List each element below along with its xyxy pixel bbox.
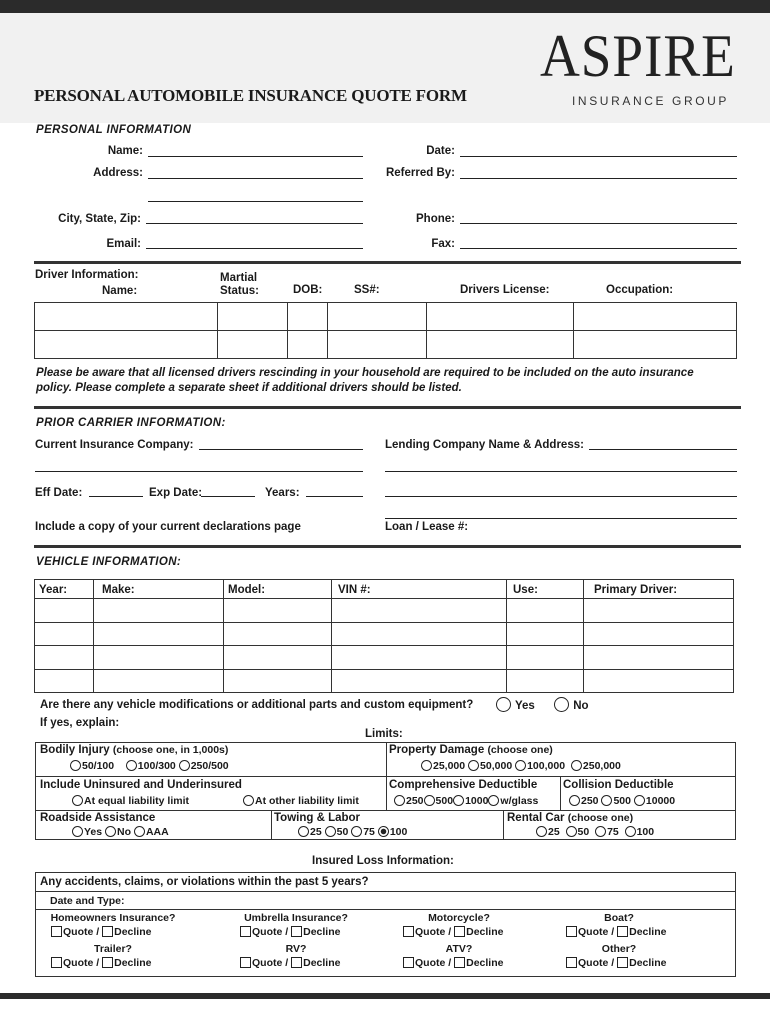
- eff-date-label: Eff Date:: [35, 487, 83, 499]
- table-row: [35, 331, 737, 359]
- section-personal-title: PERSONAL INFORMATION: [36, 124, 192, 136]
- vehicle-cell[interactable]: [35, 622, 94, 646]
- umbrella-options: Quote / Decline: [240, 926, 340, 938]
- year-header: Year:: [39, 584, 68, 596]
- vehicle-cell[interactable]: [332, 669, 507, 693]
- limits-col-divider: [386, 742, 387, 776]
- date-field[interactable]: [460, 156, 737, 157]
- decline-checkbox[interactable]: [454, 957, 465, 968]
- bodily-250-500-radio[interactable]: [179, 760, 190, 771]
- dob-cell[interactable]: [288, 331, 328, 359]
- vehicle-cell[interactable]: [584, 646, 734, 670]
- collision-500-radio[interactable]: [601, 795, 612, 806]
- vehicle-cell[interactable]: [94, 622, 224, 646]
- top-bar: [0, 0, 770, 13]
- decline-label: Decline: [114, 926, 152, 938]
- lending-field[interactable]: [589, 449, 737, 450]
- decline-checkbox[interactable]: [102, 926, 113, 937]
- rental-75-radio[interactable]: [595, 826, 606, 837]
- dob-cell[interactable]: [288, 303, 328, 331]
- driver-table: [34, 302, 737, 359]
- decline-label: Decline: [466, 926, 504, 938]
- option-label: 100: [389, 826, 408, 838]
- vin-header: VIN #:: [338, 584, 371, 596]
- bodily-injury-options: [70, 760, 229, 772]
- quote-checkbox[interactable]: [240, 957, 251, 968]
- loan-lease-label: Loan / Lease #:: [385, 521, 469, 533]
- decline-label: Decline: [466, 957, 504, 969]
- other-label: Other?: [601, 943, 637, 955]
- current-insurance-label: Current Insurance Company:: [35, 439, 194, 451]
- referred-field[interactable]: [460, 178, 737, 179]
- marital-cell[interactable]: [218, 303, 288, 331]
- option-label: 250: [581, 795, 599, 807]
- bodily-50-100-radio[interactable]: [70, 760, 81, 771]
- decline-label: Decline: [629, 926, 667, 938]
- umbrella-label: Umbrella Insurance?: [244, 912, 348, 924]
- comp-1000-radio[interactable]: [453, 795, 464, 806]
- occupation-cell[interactable]: [574, 331, 737, 359]
- uninsured-equal-radio[interactable]: [72, 795, 83, 806]
- table-row: [35, 580, 734, 599]
- vehicle-cell[interactable]: [584, 669, 734, 693]
- model-header: Model:: [228, 584, 266, 596]
- limits-col-divider: [560, 776, 561, 810]
- comprehensive-label: Comprehensive Deductible: [389, 779, 538, 791]
- collision-10000-radio[interactable]: [634, 795, 645, 806]
- lending-field-line2[interactable]: [385, 471, 737, 472]
- option-label: w/glass: [500, 795, 539, 807]
- towing-100-radio[interactable]: [378, 826, 389, 837]
- occupation-label: Occupation:: [606, 284, 674, 296]
- option-label: 25: [548, 826, 560, 838]
- motorcycle-options: Quote / Decline: [403, 926, 503, 938]
- no-label: No: [573, 700, 589, 712]
- roadside-label: Roadside Assistance: [40, 812, 156, 824]
- date-label: Date:: [426, 145, 455, 157]
- rental-note: (choose one): [567, 812, 634, 824]
- option-label: At other liability limit: [255, 795, 359, 807]
- marital-label-1: Martial: [220, 272, 258, 284]
- decline-checkbox[interactable]: [291, 926, 302, 937]
- name-field[interactable]: [148, 156, 363, 157]
- vehicle-cell[interactable]: [35, 599, 94, 623]
- homeowners-options: Quote / Decline: [51, 926, 151, 938]
- vehicle-cell[interactable]: [224, 599, 332, 623]
- decline-checkbox[interactable]: [291, 957, 302, 968]
- property-100000-radio[interactable]: [515, 760, 526, 771]
- quote-checkbox[interactable]: [566, 957, 577, 968]
- ss-cell[interactable]: [328, 303, 427, 331]
- trailer-label: Trailer?: [94, 943, 132, 955]
- limits-col-divider: [271, 810, 272, 840]
- decline-label: Decline: [303, 957, 341, 969]
- driver-name-cell[interactable]: [35, 331, 218, 359]
- modifications-no[interactable]: [554, 697, 589, 712]
- table-row: [35, 646, 734, 670]
- vehicle-table: [34, 579, 734, 693]
- years-field[interactable]: [306, 496, 363, 497]
- explain-label: If yes, explain:: [40, 717, 120, 729]
- comp-glass-radio[interactable]: [488, 795, 499, 806]
- make-header: Make:: [102, 584, 135, 596]
- rental-label: Rental Car (choose one): [507, 812, 634, 824]
- declarations-note: Include a copy of your current declarations page: [35, 521, 301, 533]
- comp-500-radio[interactable]: [424, 795, 435, 806]
- loss-divider: [35, 891, 736, 892]
- fax-field[interactable]: [460, 248, 737, 249]
- decline-checkbox[interactable]: [617, 926, 628, 937]
- option-label: 50: [336, 826, 349, 838]
- vehicle-cell[interactable]: [507, 622, 584, 646]
- marital-label-2: Status:: [220, 285, 259, 297]
- loss-divider: [35, 909, 736, 910]
- vehicle-cell[interactable]: [584, 599, 734, 623]
- property-damage-options: [421, 760, 621, 772]
- option-label: 50/100: [82, 760, 115, 772]
- modifications-yes[interactable]: [496, 697, 535, 712]
- divider: [34, 261, 741, 264]
- quote-checkbox[interactable]: [51, 957, 62, 968]
- lending-field-line3[interactable]: [385, 496, 737, 497]
- email-field[interactable]: [146, 248, 363, 249]
- vehicle-cell[interactable]: [35, 669, 94, 693]
- rental-options: [536, 826, 654, 838]
- exp-date-label: Exp Date:: [149, 487, 203, 499]
- bodily-injury-label: Bodily Injury (choose one, in 1,000s): [40, 744, 229, 756]
- quote-checkbox[interactable]: [403, 926, 414, 937]
- driver-name-cell[interactable]: [35, 303, 218, 331]
- vehicle-cell[interactable]: [332, 599, 507, 623]
- bodily-100-300-radio[interactable]: [126, 760, 137, 771]
- yes-label: Yes: [515, 700, 535, 712]
- option-label: 250: [406, 795, 424, 807]
- decline-checkbox[interactable]: [102, 957, 113, 968]
- comprehensive-options: [394, 795, 538, 807]
- driver-note-line2: policy. Please complete a separate sheet if additional drivers should be listed.: [36, 382, 462, 394]
- city-field[interactable]: [146, 223, 363, 224]
- name-label: Name:: [107, 145, 143, 157]
- address-label: Address:: [93, 167, 143, 179]
- limits-col-divider: [386, 776, 387, 810]
- driver-note-line1: Please be aware that all licensed drivers rescinding in your household are required to be included on the auto insurance: [36, 367, 694, 379]
- yes-radio[interactable]: [496, 697, 511, 712]
- atv-label: ATV?: [445, 943, 473, 955]
- vehicle-cell[interactable]: [507, 646, 584, 670]
- option-label: No: [117, 826, 132, 838]
- trailer-options: Quote / Decline: [51, 957, 151, 969]
- use-header: Use:: [513, 584, 538, 596]
- option-label: 75: [363, 826, 375, 838]
- vehicle-cell[interactable]: [94, 646, 224, 670]
- option-label: 250,000: [582, 760, 621, 772]
- logo-subtitle: INSURANCE GROUP: [572, 94, 730, 108]
- towing-label: Towing & Labor: [274, 812, 361, 824]
- quote-label: Quote: [415, 926, 446, 938]
- property-250000-radio[interactable]: [571, 760, 582, 771]
- quote-checkbox[interactable]: [566, 926, 577, 937]
- other-options: Quote / Decline: [566, 957, 666, 969]
- bottom-bar: [0, 993, 770, 999]
- atv-options: Quote / Decline: [403, 957, 503, 969]
- option-label: 25: [310, 826, 322, 838]
- lending-field-line4[interactable]: [385, 518, 737, 519]
- collision-options: [569, 795, 675, 807]
- lending-label: Lending Company Name & Address:: [385, 439, 584, 451]
- limits-row-divider: [35, 810, 736, 811]
- no-radio[interactable]: [554, 697, 569, 712]
- comp-250-radio[interactable]: [394, 795, 405, 806]
- option-label: 100: [636, 826, 655, 838]
- option-label: 1000: [465, 795, 489, 807]
- vehicle-cell[interactable]: [94, 599, 224, 623]
- quote-label: Quote: [63, 926, 94, 938]
- phone-field[interactable]: [460, 223, 737, 224]
- logo-wordmark: ASPIRE: [540, 23, 736, 89]
- collision-250-radio[interactable]: [569, 795, 580, 806]
- divider: [34, 545, 741, 548]
- primary-driver-header: Primary Driver:: [594, 584, 678, 596]
- uninsured-equal-option: [72, 795, 189, 807]
- table-row: [35, 669, 734, 693]
- decline-checkbox[interactable]: [617, 957, 628, 968]
- exp-date-field[interactable]: [201, 496, 255, 497]
- email-label: Email:: [106, 238, 141, 250]
- loss-title: Insured Loss Information:: [312, 855, 454, 867]
- quote-label: Quote: [578, 957, 609, 969]
- rental-50-radio[interactable]: [566, 826, 577, 837]
- vehicle-cell[interactable]: [332, 622, 507, 646]
- decline-checkbox[interactable]: [454, 926, 465, 937]
- loss-question: Any accidents, claims, or violations within the past 5 years?: [40, 876, 369, 888]
- driver-name-label: Name:: [102, 285, 138, 297]
- years-label: Years:: [265, 487, 300, 499]
- driver-info-label: Driver Information:: [35, 269, 139, 281]
- option-label: 10000: [645, 795, 676, 807]
- limits-col-divider: [503, 810, 504, 840]
- vehicle-cell[interactable]: [224, 646, 332, 670]
- table-row: [35, 303, 737, 331]
- quote-label: Quote: [415, 957, 446, 969]
- option-label: 500: [613, 795, 631, 807]
- license-cell[interactable]: [427, 303, 574, 331]
- referred-label: Referred By:: [385, 167, 455, 179]
- vehicle-cell[interactable]: [584, 622, 734, 646]
- roadside-yes-radio[interactable]: [72, 826, 83, 837]
- roadside-options: [72, 826, 169, 838]
- vehicle-cell[interactable]: [224, 622, 332, 646]
- motorcycle-label: Motorcycle?: [428, 912, 490, 924]
- vehicle-cell[interactable]: [224, 669, 332, 693]
- date-type-label: Date and Type:: [50, 895, 125, 907]
- vehicle-cell[interactable]: [507, 599, 584, 623]
- option-label: 25,000: [433, 760, 466, 772]
- address-field[interactable]: [148, 178, 363, 179]
- section-prior-title: PRIOR CARRIER INFORMATION:: [36, 417, 226, 429]
- option-label: AAA: [145, 826, 169, 838]
- option-label: Yes: [84, 826, 103, 838]
- rental-100-radio[interactable]: [625, 826, 636, 837]
- address-field-line2[interactable]: [148, 201, 363, 202]
- section-vehicle-title: VEHICLE INFORMATION:: [36, 556, 182, 568]
- option-label: 75: [607, 826, 619, 838]
- uninsured-other-option: [243, 795, 359, 807]
- ss-label: SS#:: [354, 284, 380, 296]
- quote-checkbox[interactable]: [51, 926, 62, 937]
- option-label: 50,000: [480, 760, 513, 772]
- rv-options: Quote / Decline: [240, 957, 340, 969]
- towing-25-radio[interactable]: [298, 826, 309, 837]
- divider: [34, 406, 741, 409]
- bodily-injury-note: (choose one, in 1,000s): [112, 744, 229, 756]
- current-insurance-field-line2[interactable]: [35, 471, 363, 472]
- vehicle-cell[interactable]: [332, 646, 507, 670]
- eff-date-field[interactable]: [89, 496, 143, 497]
- vehicle-cell[interactable]: [94, 669, 224, 693]
- uninsured-label: Include Uninsured and Underinsured: [40, 779, 242, 791]
- license-cell[interactable]: [427, 331, 574, 359]
- option-label: 100,000: [527, 760, 566, 772]
- homeowners-label: Homeowners Insurance?: [50, 912, 176, 924]
- property-damage-label: Property Damage (choose one): [389, 744, 553, 756]
- property-25000-radio[interactable]: [421, 760, 432, 771]
- phone-label: Phone:: [416, 213, 455, 225]
- option-label: 50: [577, 826, 590, 838]
- quote-label: Quote: [252, 957, 283, 969]
- occupation-cell[interactable]: [574, 303, 737, 331]
- license-label: Drivers License:: [460, 284, 550, 296]
- rv-label: RV?: [285, 943, 307, 955]
- table-row: [35, 599, 734, 623]
- vehicle-cell[interactable]: [507, 669, 584, 693]
- current-insurance-field[interactable]: [199, 449, 363, 450]
- vehicle-cell[interactable]: [35, 646, 94, 670]
- towing-75-radio[interactable]: [351, 826, 362, 837]
- marital-cell[interactable]: [218, 331, 288, 359]
- decline-label: Decline: [303, 926, 341, 938]
- collision-label: Collision Deductible: [563, 779, 674, 791]
- towing-options: [298, 826, 407, 838]
- limits-title: Limits:: [365, 728, 403, 740]
- fax-label: Fax:: [431, 238, 455, 250]
- roadside-no-radio[interactable]: [105, 826, 116, 837]
- property-damage-note: (choose one): [487, 744, 553, 756]
- rental-25-radio[interactable]: [536, 826, 547, 837]
- quote-label: Quote: [252, 926, 283, 938]
- uninsured-other-radio[interactable]: [243, 795, 254, 806]
- quote-checkbox[interactable]: [403, 957, 414, 968]
- decline-label: Decline: [114, 957, 152, 969]
- modifications-question: Are there any vehicle modifications or additional parts and custom equipment?: [40, 699, 474, 711]
- decline-label: Decline: [629, 957, 667, 969]
- option-label: 500: [435, 795, 454, 807]
- boat-options: Quote / Decline: [566, 926, 666, 938]
- dob-label: DOB:: [293, 284, 323, 296]
- city-label: City, State, Zip:: [58, 213, 141, 225]
- ss-cell[interactable]: [328, 331, 427, 359]
- option-label: 100/300: [137, 760, 176, 772]
- form-title: PERSONAL AUTOMOBILE INSURANCE QUOTE FORM: [34, 86, 467, 105]
- option-label: At equal liability limit: [84, 795, 190, 807]
- quote-checkbox[interactable]: [240, 926, 251, 937]
- towing-50-radio[interactable]: [325, 826, 336, 837]
- option-label: 250/500: [190, 760, 229, 772]
- quote-label: Quote: [63, 957, 94, 969]
- table-row: [35, 622, 734, 646]
- boat-label: Boat?: [604, 912, 634, 924]
- property-50000-radio[interactable]: [468, 760, 479, 771]
- quote-label: Quote: [578, 926, 609, 938]
- roadside-aaa-radio[interactable]: [134, 826, 145, 837]
